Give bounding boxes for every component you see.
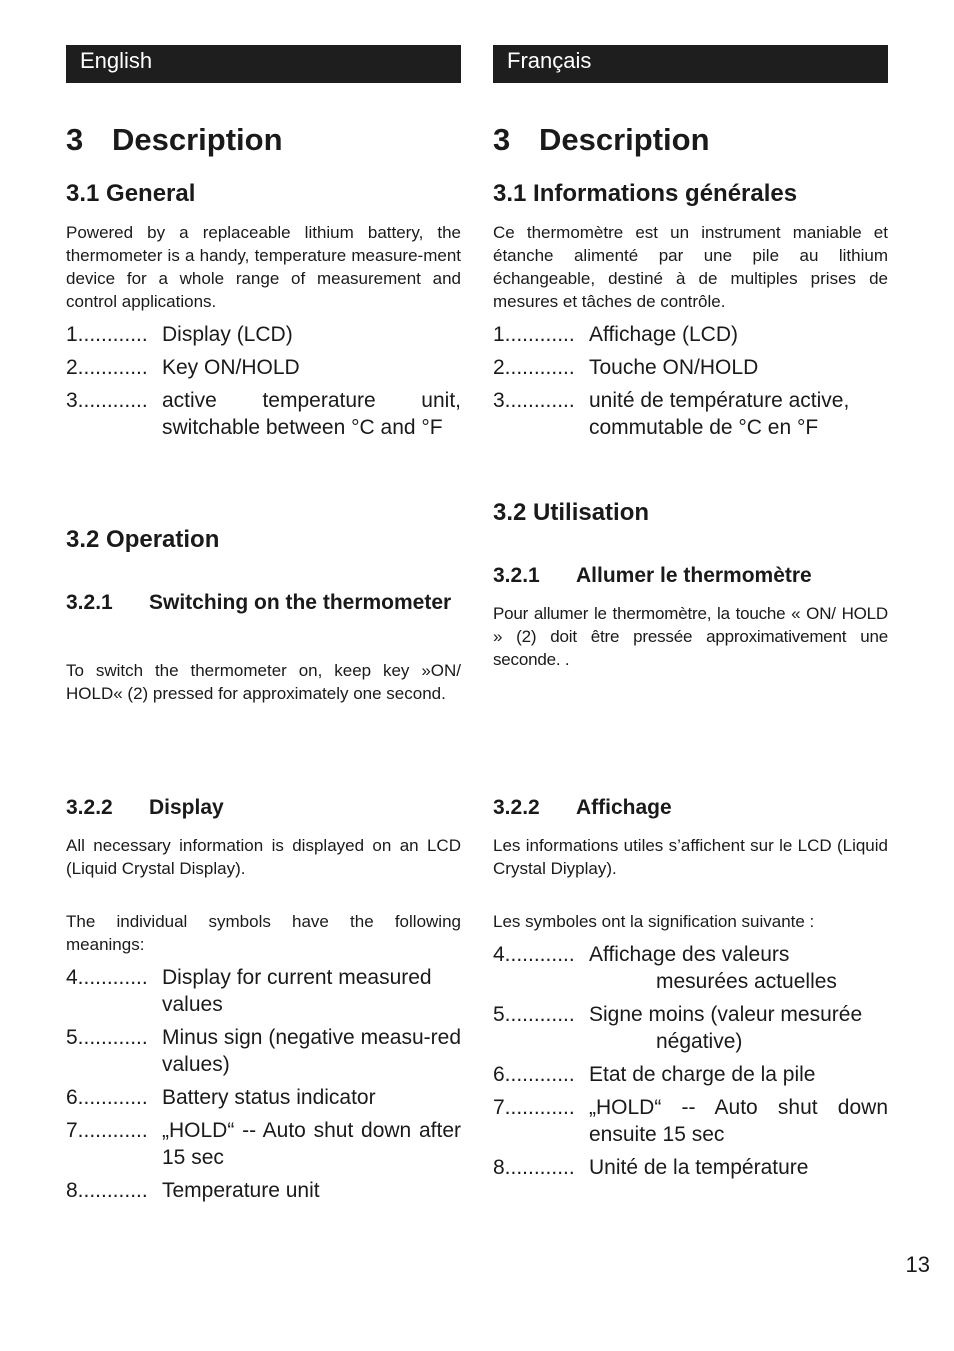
display-paragraph: All necessary information is displayed on an LCD (Liquid Crystal Display). (66, 836, 461, 878)
item-text: Temperature unit (162, 1179, 320, 1202)
list-item (493, 387, 888, 441)
item-number: 6............ (493, 1063, 575, 1086)
subsection-title: Allumer le thermomètre (576, 564, 812, 587)
general-item-list (493, 321, 888, 447)
item-text: Affichage (LCD) (589, 323, 739, 346)
item-text: Key ON/HOLD (162, 356, 300, 379)
item-number: 4............ (493, 943, 575, 966)
section-heading (66, 122, 461, 158)
list-item (66, 964, 461, 1018)
operation-heading: 3.2 Utilisation (493, 499, 650, 526)
item-text: Unité de la température (589, 1156, 809, 1179)
list-item (493, 941, 888, 995)
item-text (589, 1001, 888, 1055)
section-title: Description (112, 122, 283, 157)
display-item-list (66, 964, 497, 1210)
general-paragraph: Ce thermomètre est un instrument maniable et étanche alimenté par une pile au lithium échangeable, destiné à de multiples prises de mesures et tâches de contrôle. (493, 223, 888, 311)
section-heading (493, 122, 888, 158)
list-item (493, 1061, 888, 1088)
list-item (493, 1001, 888, 1055)
symbols-intro-paragraph: The individual symbols have the following meanings: (66, 912, 461, 954)
display-heading (493, 793, 888, 823)
item-text: unité de température active, commutable de °C en °F (589, 389, 850, 439)
display-heading (66, 793, 461, 823)
display-item-list (493, 941, 888, 1187)
item-number: 1............ (493, 323, 575, 346)
display-paragraph: Les informations utiles s’affichent sur le LCD (Liquid Crystal Diyplay). (493, 836, 888, 878)
item-text-line: Signe moins (valeur mesurée (589, 1003, 863, 1026)
item-number: 1............ (66, 323, 148, 346)
list-item (66, 354, 461, 381)
section-number: 3 (66, 122, 84, 157)
item-text: Battery status indicator (162, 1086, 376, 1109)
subsection-title: Affichage (576, 796, 672, 819)
switching-on-paragraph: To switch the thermometer on, keep key »ON/ HOLD« (2) pressed for approximately one second. (66, 661, 461, 703)
list-item (66, 321, 461, 348)
item-text-continuation: négative) (656, 1030, 743, 1053)
subsection-number: 3.2.1 (66, 591, 113, 614)
list-item (66, 1084, 461, 1111)
item-text: „HOLD“ -- Auto shut down ensuite 15 sec (589, 1096, 888, 1146)
subsection-number: 3.2.2 (493, 796, 540, 819)
item-number: 7............ (66, 1119, 148, 1142)
general-heading: 3.1 General (66, 180, 196, 207)
item-text (589, 941, 888, 995)
french-column (493, 0, 888, 1351)
switching-on-heading (66, 588, 461, 618)
list-item (66, 387, 461, 441)
list-item (493, 321, 888, 348)
item-number: 7............ (493, 1096, 575, 1119)
list-item (493, 1094, 888, 1148)
general-heading: 3.1 Informations générales (493, 180, 798, 207)
list-item (66, 1024, 497, 1078)
english-column (66, 0, 497, 1351)
item-text: Etat de charge de la pile (589, 1063, 816, 1086)
item-text: Display for current measured values (162, 966, 432, 1016)
operation-heading: 3.2 Operation (66, 526, 220, 553)
item-text-continuation: mesurées actuelles (656, 970, 837, 993)
item-text: Display (LCD) (162, 323, 293, 346)
subsection-number: 3.2.2 (66, 796, 113, 819)
item-number: 6............ (66, 1086, 148, 1109)
subsection-title: Display (149, 796, 224, 819)
item-number: 3............ (66, 389, 148, 412)
subsection-number: 3.2.1 (493, 564, 540, 587)
item-number: 2............ (493, 356, 575, 379)
page-number: 13 (905, 1252, 930, 1277)
section-title: Description (539, 122, 710, 157)
list-item (493, 1154, 888, 1181)
item-text: Minus sign (negative measu-red values) (162, 1026, 497, 1076)
item-text: Touche ON/HOLD (589, 356, 759, 379)
general-item-list (66, 321, 461, 447)
item-number: 3............ (493, 389, 575, 412)
item-text-line: Affichage des valeurs (589, 943, 790, 966)
section-number: 3 (493, 122, 511, 157)
item-number: 5............ (66, 1026, 148, 1049)
item-number: 8............ (66, 1179, 148, 1202)
symbols-intro-paragraph: Les symboles ont la signification suivante : (493, 912, 815, 931)
item-text: „HOLD“ -- Auto shut down after 15 sec (162, 1119, 461, 1169)
switching-on-heading (493, 561, 888, 591)
general-paragraph: Powered by a replaceable lithium battery, the thermometer is a handy, temperature measure-ment device for a whole range of measurement and control applications. (66, 223, 461, 311)
language-header-french: Français (493, 45, 888, 83)
list-item (66, 1117, 461, 1171)
item-number: 8............ (493, 1156, 575, 1179)
switching-on-paragraph: Pour allumer le thermomètre, la touche « ON/ HOLD » (2) doit être pressée approximativement une seconde. . (493, 604, 888, 669)
item-number: 2............ (66, 356, 148, 379)
language-header-english: English (66, 45, 461, 83)
item-text: active temperature unit, switchable between °C and °F (162, 389, 461, 439)
item-number: 5............ (493, 1003, 575, 1026)
subsection-title: Switching on the thermometer (149, 591, 452, 614)
list-item (493, 354, 888, 381)
item-number: 4............ (66, 966, 148, 989)
list-item (66, 1177, 461, 1204)
